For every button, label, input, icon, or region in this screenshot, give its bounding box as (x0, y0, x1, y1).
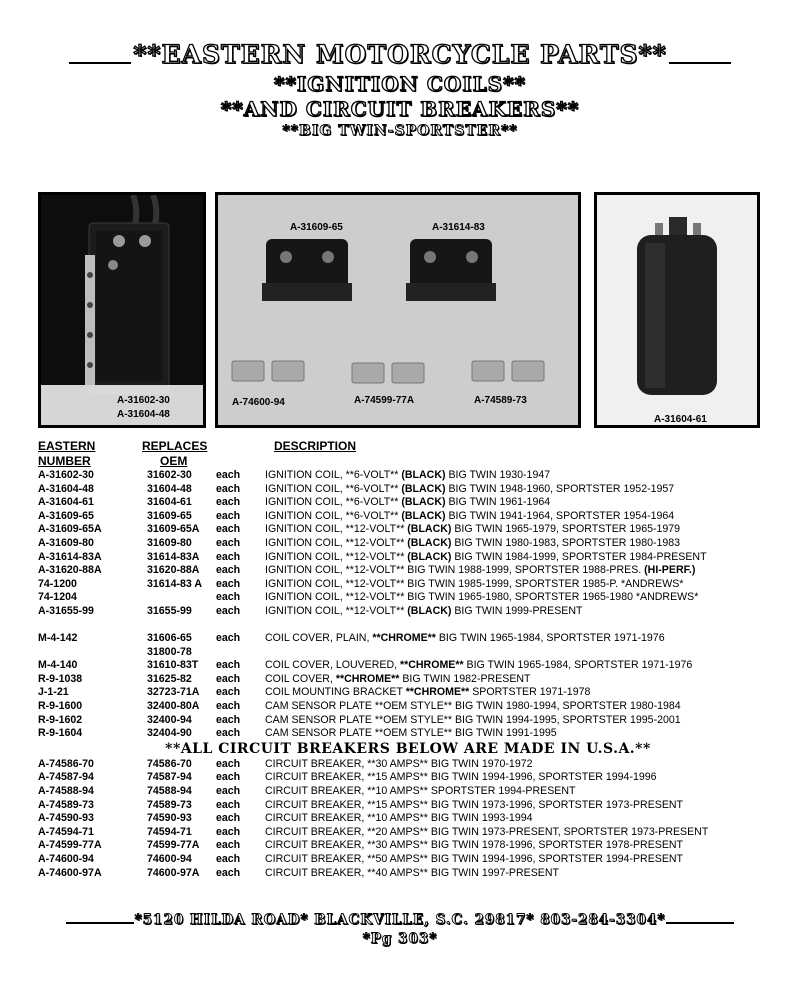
column-header-number: NUMBER (38, 454, 91, 468)
description-text-end: BIG TWIN 1999-PRESENT (451, 604, 583, 617)
description-text: CIRCUIT BREAKER, **10 AMPS** SPORTSTER 1994-PRESENT (265, 784, 576, 797)
part-number: 74-1204 (38, 591, 77, 604)
page-number: *Pg 303* (362, 931, 438, 947)
unit-each: each (216, 604, 241, 617)
part-number: A-31602-30 (38, 469, 94, 481)
table-row (38, 727, 778, 741)
oem-number: 31609-65A (147, 523, 200, 536)
description-text: COIL COVER, PLAIN, (265, 632, 373, 645)
oem-number: 31620-88A (147, 564, 200, 577)
part-description (265, 605, 583, 619)
oem-number: 32404-90 (147, 727, 192, 740)
description-text: IGNITION COIL, **12-VOLT** (265, 550, 408, 563)
oem-number: 31606-65 (147, 632, 192, 645)
description-emphasis: **CHROME** (405, 686, 470, 699)
oem-number: 31655-99 (147, 604, 192, 617)
description-text-end: BIG TWIN 1941-1964, SPORTSTER 1954-1964 (445, 509, 675, 522)
description-text-end: BIG TWIN 1961-1964 (445, 496, 551, 509)
column-header-eastern: EASTERN (38, 439, 96, 453)
oem-number: 31610-83T (147, 659, 199, 672)
part-description (265, 812, 533, 826)
description-text-end: BIG TWIN 1982-PRESENT (399, 672, 531, 685)
part-description (265, 727, 557, 741)
table-row (38, 826, 778, 840)
part-number: A-31655-99 (38, 604, 94, 617)
description-text: COIL COVER, LOUVERED, (265, 659, 401, 672)
description-text: CAM SENSOR PLATE **OEM STYLE** BIG TWIN 1994-1995, SPORTSTER 1995-2001 (265, 713, 681, 726)
part-description (265, 686, 590, 700)
part-description (265, 469, 550, 483)
title-row (0, 38, 800, 72)
oem-number: 74589-73 (147, 798, 192, 811)
description-emphasis: (BLACK) (401, 469, 446, 481)
description-text-end: BIG TWIN 1984-1999, SPORTSTER 1984-PRESENT (451, 550, 707, 563)
table-row (38, 758, 778, 772)
description-emphasis: (BLACK) (407, 536, 452, 549)
part-description (265, 785, 575, 799)
unit-each: each (216, 550, 241, 563)
part-number: R-9-1600 (38, 700, 83, 712)
part-description (265, 867, 559, 881)
unit-each: each (216, 577, 241, 590)
table-row (38, 700, 778, 714)
parts-table (38, 469, 778, 880)
part-number: A-74588-94 (38, 784, 94, 797)
description-text: CIRCUIT BREAKER, **15 AMPS** BIG TWIN 1994-1996, SPORTSTER 1994-1996 (265, 771, 657, 784)
part-number: R-9-1604 (38, 727, 83, 740)
table-row (38, 469, 778, 483)
description-text: IGNITION COIL, **6-VOLT** (265, 482, 402, 495)
description-text: CAM SENSOR PLATE **OEM STYLE** BIG TWIN 1991-1995 (265, 727, 557, 740)
footer-rule-right (666, 922, 734, 924)
page-title: **EASTERN MOTORCYCLE PARTS** (133, 40, 667, 69)
subtitle-ignition-coils: **IGNITION COILS** (273, 72, 526, 96)
oem-number: 31604-48 (147, 482, 192, 495)
unit-each: each (216, 482, 241, 495)
description-text: IGNITION COIL, **6-VOLT** (265, 509, 402, 522)
table-row (38, 686, 778, 700)
table-row (38, 510, 778, 524)
description-emphasis: **CHROME** (400, 659, 464, 672)
footer-address: *5120 HILDA ROAD* BLACKVILLE, S.C. 29817* 803-284-3304* (134, 912, 666, 928)
table-row (38, 578, 778, 592)
part-description (265, 673, 531, 687)
unit-each: each (216, 686, 241, 699)
unit-each: each (216, 825, 241, 838)
unit-each: each (216, 727, 241, 740)
ignition-coils-group (38, 469, 778, 619)
description-text-end: BIG TWIN 1965-1984, SPORTSTER 1971-1976 (463, 659, 693, 672)
footer-rule-left (66, 922, 134, 924)
table-row (38, 523, 778, 537)
description-emphasis: **CHROME** (335, 672, 400, 685)
column-header-oem: OEM (160, 454, 188, 468)
coil-photo-right-icon (597, 195, 757, 425)
label-a-31614-83: A-31614-83 (432, 222, 485, 233)
description-text: IGNITION COIL, **12-VOLT** BIG TWIN 1965-1980, SPORTSTER 1965-1980 *ANDREWS* (265, 591, 699, 604)
description-text: CIRCUIT BREAKER, **50 AMPS** BIG TWIN 1994-1996, SPORTSTER 1994-PRESENT (265, 852, 684, 865)
table-row (38, 646, 778, 660)
part-description (265, 483, 674, 497)
description-text: COIL COVER, (265, 672, 336, 685)
description-text: IGNITION COIL, **12-VOLT** BIG TWIN 1985-1999, SPORTSTER 1985-P. *ANDREWS* (265, 577, 684, 590)
group-spacer (38, 619, 778, 633)
label-a-31604-48: A-31604-48 (117, 409, 170, 420)
table-row (38, 867, 778, 881)
description-text: IGNITION COIL, **6-VOLT** (265, 469, 402, 481)
description-text-end: BIG TWIN 1980-1983, SPORTSTER 1980-1983 (451, 536, 681, 549)
part-number: A-31609-65A (38, 523, 102, 536)
title-rule-right (669, 62, 731, 64)
unit-each: each (216, 496, 241, 509)
part-description (265, 537, 680, 551)
part-description (265, 758, 533, 772)
table-row (38, 591, 778, 605)
oem-number: 74588-94 (147, 784, 192, 797)
subtitle-circuit-breakers: **AND CIRCUIT BREAKERS** (220, 97, 580, 121)
oem-number: 74587-94 (147, 771, 192, 784)
part-number: M-4-140 (38, 659, 78, 672)
description-text-end: BIG TWIN 1965-1984, SPORTSTER 1971-1976 (435, 632, 665, 645)
part-number: A-74586-70 (38, 757, 94, 770)
part-number: A-74590-93 (38, 812, 94, 825)
table-row (38, 537, 778, 551)
part-description (265, 591, 698, 605)
part-description (265, 826, 708, 840)
part-description (265, 799, 683, 813)
description-emphasis: (BLACK) (401, 496, 446, 509)
usa-banner: **ALL CIRCUIT BREAKERS BELOW ARE MADE IN U.S.A.** (165, 740, 651, 757)
page-footer (0, 911, 800, 948)
oem-number: 32723-71A (147, 686, 200, 699)
part-description (265, 700, 681, 714)
description-text: IGNITION COIL, **12-VOLT** (265, 536, 408, 549)
coil-photo-left-icon (41, 195, 203, 425)
part-description (265, 496, 550, 510)
table-row (38, 785, 778, 799)
part-number: A-74600-97A (38, 866, 102, 879)
unit-each: each (216, 798, 241, 811)
description-emphasis: (BLACK) (401, 509, 446, 522)
oem-number: 31609-80 (147, 536, 192, 549)
part-number: M-4-142 (38, 632, 78, 645)
description-text: CIRCUIT BREAKER, **10 AMPS** BIG TWIN 1993-1994 (265, 812, 533, 825)
part-description (265, 853, 683, 867)
unit-each: each (216, 672, 241, 685)
label-a-31602-30: A-31602-30 (117, 395, 170, 406)
part-description (265, 551, 707, 565)
part-description (265, 659, 692, 673)
table-row (38, 673, 778, 687)
description-emphasis: (BLACK) (401, 482, 446, 495)
oem-number: 74586-70 (147, 757, 192, 770)
part-number: A-74587-94 (38, 771, 94, 784)
unit-each: each (216, 536, 241, 549)
table-row (38, 659, 778, 673)
label-a-74600-94: A-74600-94 (232, 397, 285, 408)
part-number: A-31609-65 (38, 509, 94, 522)
oem-number: 31604-61 (147, 496, 192, 509)
unit-each: each (216, 866, 241, 879)
coils-and-breakers-photo-icon (218, 195, 578, 425)
description-text: CIRCUIT BREAKER, **15 AMPS** BIG TWIN 1973-1996, SPORTSTER 1973-PRESENT (265, 798, 684, 811)
unit-each: each (216, 812, 241, 825)
description-text-end: BIG TWIN 1930-1947 (445, 469, 551, 481)
table-row (38, 551, 778, 565)
description-text: CIRCUIT BREAKER, **30 AMPS** BIG TWIN 1978-1996, SPORTSTER 1978-PRESENT (265, 839, 684, 852)
part-description (265, 632, 665, 646)
part-description (265, 510, 674, 524)
unit-each: each (216, 757, 241, 770)
circuit-breakers-group (38, 758, 778, 880)
part-number: A-31620-88A (38, 564, 102, 577)
part-description (265, 564, 695, 578)
coil-covers-group (38, 632, 778, 741)
part-description (265, 523, 680, 537)
part-description (265, 839, 683, 853)
description-text-end: SPORTSTER 1971-1978 (469, 686, 591, 699)
unit-each: each (216, 659, 241, 672)
table-row (38, 714, 778, 728)
unit-each: each (216, 564, 241, 577)
oem-number: 31614-83 A (147, 577, 202, 590)
unit-each: each (216, 469, 241, 481)
table-row (38, 496, 778, 510)
oem-number: 74600-97A (147, 866, 200, 879)
part-description (265, 714, 681, 728)
oem-number: 32400-80A (147, 700, 200, 712)
part-description (265, 771, 657, 785)
column-header-replaces: REPLACES (142, 439, 208, 453)
table-row (38, 812, 778, 826)
description-emphasis: **CHROME** (372, 632, 436, 645)
unit-each: each (216, 509, 241, 522)
column-header-description: DESCRIPTION (274, 439, 357, 453)
table-row (38, 771, 778, 785)
part-number: J-1-21 (38, 686, 69, 699)
part-number: A-74594-71 (38, 825, 94, 838)
part-number: A-31604-48 (38, 482, 94, 495)
oem-number: 31800-78 (147, 645, 192, 658)
table-row (38, 839, 778, 853)
description-text: CIRCUIT BREAKER, **30 AMPS** BIG TWIN 1970-1972 (265, 757, 533, 770)
description-text: IGNITION COIL, **6-VOLT** (265, 496, 402, 509)
description-emphasis: (BLACK) (407, 523, 452, 536)
part-number: A-31604-61 (38, 496, 94, 509)
part-number: A-74600-94 (38, 852, 94, 865)
part-number: A-31609-80 (38, 536, 94, 549)
unit-each: each (216, 839, 241, 852)
oem-number: 31609-65 (147, 509, 192, 522)
subtitle-big-twin-sportster: **BIG TWIN-SPORTSTER** (282, 123, 518, 139)
label-a-74589-73: A-74589-73 (474, 395, 527, 406)
photo-left-ignition-coil (38, 192, 206, 428)
part-number: R-9-1602 (38, 713, 83, 726)
photo-center-coils-breakers (215, 192, 581, 428)
oem-number: 31614-83A (147, 550, 200, 563)
label-a-31604-61: A-31604-61 (654, 414, 707, 425)
description-emphasis: (HI-PERF.) (644, 564, 696, 577)
oem-number: 74594-71 (147, 825, 192, 838)
title-rule-left (69, 62, 131, 64)
table-row (38, 605, 778, 619)
oem-number: 31625-82 (147, 672, 192, 685)
oem-number: 74600-94 (147, 852, 192, 865)
description-text: CIRCUIT BREAKER, **20 AMPS** BIG TWIN 1973-PRESENT, SPORTSTER 1973-PRESENT (265, 825, 709, 838)
label-a-31609-65: A-31609-65 (290, 222, 343, 233)
description-text: IGNITION COIL, **12-VOLT** (265, 523, 408, 536)
description-text: IGNITION COIL, **12-VOLT** (265, 604, 408, 617)
part-number: 74-1200 (38, 577, 77, 590)
description-text-end: BIG TWIN 1948-1960, SPORTSTER 1952-1957 (445, 482, 675, 495)
part-description (265, 578, 683, 592)
label-a-74599-77a: A-74599-77A (354, 395, 415, 406)
table-row (38, 483, 778, 497)
description-text: CIRCUIT BREAKER, **40 AMPS** BIG TWIN 1997-PRESENT (265, 866, 559, 879)
oem-number: 32400-94 (147, 713, 192, 726)
part-number: A-31614-83A (38, 550, 102, 563)
oem-number: 31602-30 (147, 469, 192, 481)
description-text-end: BIG TWIN 1965-1979, SPORTSTER 1965-1979 (451, 523, 681, 536)
unit-each: each (216, 523, 241, 536)
description-text: IGNITION COIL, **12-VOLT** BIG TWIN 1988-1999, SPORTSTER 1988-PRES. (265, 564, 645, 577)
description-text: COIL MOUNTING BRACKET (265, 686, 406, 699)
photo-right-ignition-coil (594, 192, 760, 428)
part-number: A-74589-73 (38, 798, 94, 811)
unit-each: each (216, 771, 241, 784)
table-row (38, 799, 778, 813)
unit-each: each (216, 632, 241, 645)
footer-address-row (0, 911, 800, 930)
table-row (38, 853, 778, 867)
table-row (38, 564, 778, 578)
oem-number: 74599-77A (147, 839, 200, 852)
unit-each: each (216, 591, 241, 604)
part-number: A-74599-77A (38, 839, 102, 852)
page-header (0, 38, 800, 140)
description-emphasis: (BLACK) (407, 550, 452, 563)
table-row (38, 632, 778, 646)
unit-each: each (216, 784, 241, 797)
description-text: CAM SENSOR PLATE **OEM STYLE** BIG TWIN 1980-1994, SPORTSTER 1980-1984 (265, 700, 681, 712)
description-emphasis: (BLACK) (407, 604, 452, 617)
unit-each: each (216, 700, 241, 712)
part-number: R-9-1038 (38, 672, 83, 685)
unit-each: each (216, 713, 241, 726)
oem-number: 74590-93 (147, 812, 192, 825)
unit-each: each (216, 852, 241, 865)
